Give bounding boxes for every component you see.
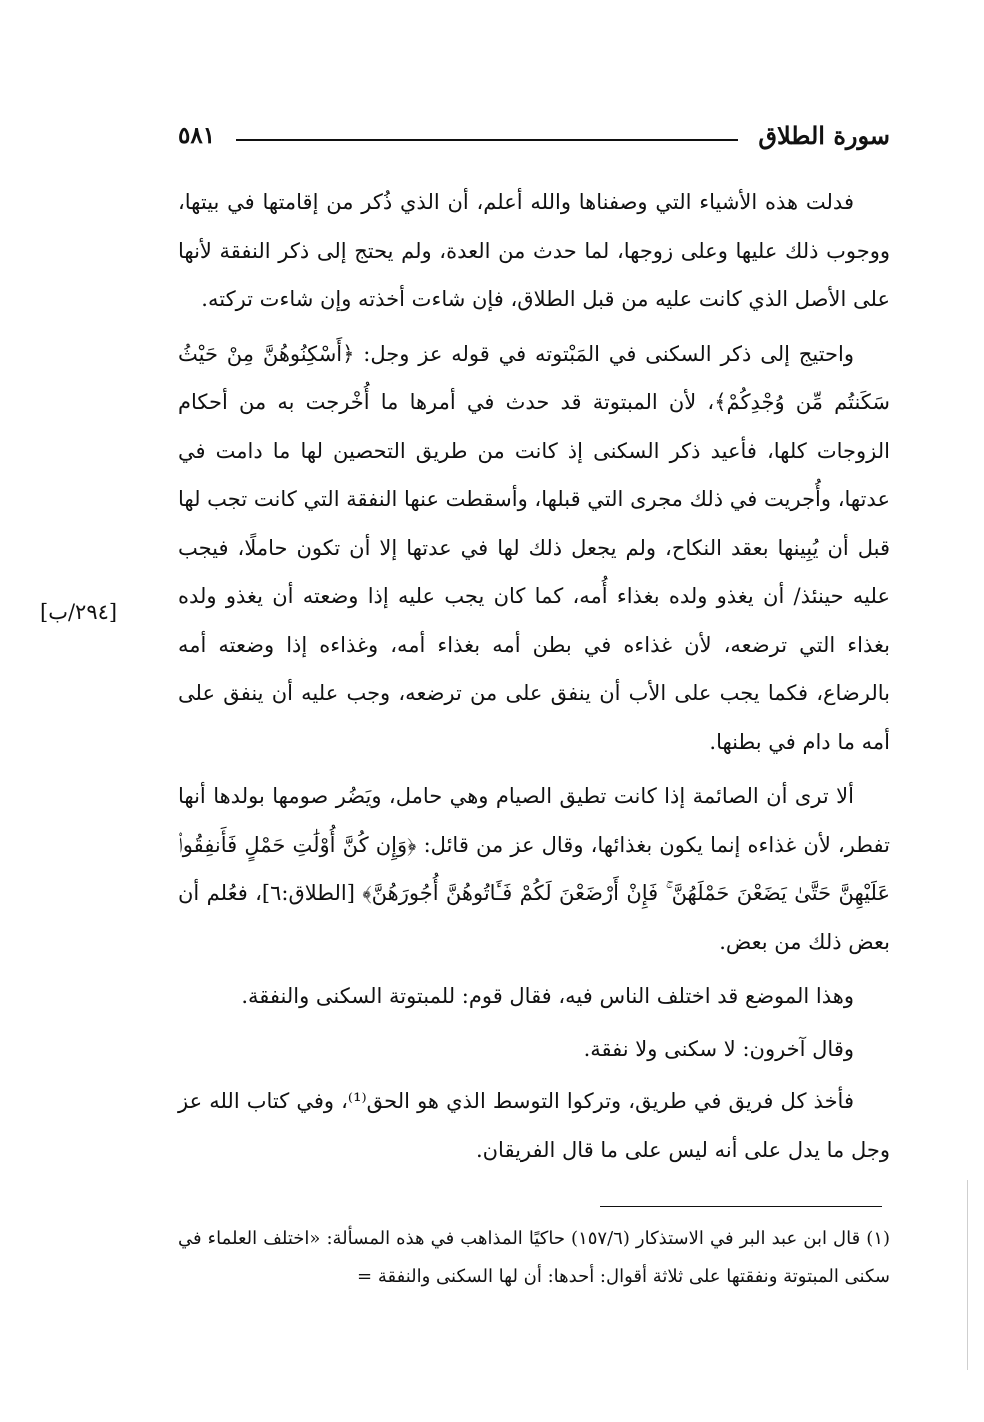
manuscript-folio-note: [٢٩٤/ب] [40,600,118,624]
footnote-separator [600,1206,882,1207]
header-rule [236,139,738,141]
footnotes [178,1220,890,1296]
footnote-1: (١) قال ابن عبد البر في الاستذكار (١٥٧/٦) حاكيًا المذاهب في هذه المسألة: «اختلف العلماء في سكنى المبتوتة ونفقتها على ثلاثة أقوال: أحدها: أن لها السكنى والنفقة = [178,1228,891,1287]
running-header [178,118,890,158]
paragraph-5: وقال آخرون: لا سكنى ولا نفقة. [583,1036,854,1061]
paragraph-6: فأخذ كل فريق في طريق، وتركوا التوسط الذي هو الحق⁽¹⁾، وفي كتاب الله عز وجل ما يدل على أنه ليس على ما قال الفريقان. [178,1089,890,1162]
surah-title: سورة الطلاق [758,121,890,150]
paragraph-4: وهذا الموضع قد اختلف الناس فيه، فقال قوم: للمبتوتة السكنى والنفقة. [241,984,854,1008]
page-number: ٥٨١ [178,122,216,149]
main-text [178,178,890,1180]
paragraph-2: واحتيج إلى ذكر السكنى في المَبْتوته في قوله عز وجل: ﴿أَسْكِنُوهُنَّ مِنْ حَيْثُ سَكَنتُم مِّن وُجْدِكُمْ﴾، لأن المبتوتة قد حدث في أمرها ما أُخْرجت به من أحكام الزوجات كلها، فأعيد ذكر السكنى إذ كانت من طريق التحصين لها ما دامت في عدتها، وأُجريت في ذلك مجرى التي قبلها، وأسقطت عنها النفقة التي كانت تجب لها قبل أن يُبِينها بعقد النكاح، ولم يجعل ذلك لها في عدتها إلا أن تكون حاملًا، فيجب عليه حينئذ/ أن يغذو ولده بغذاء أُمه، كما كان يجب عليه إذا وضعته أن يغذو ولده بغذاء التي ترضعه، لأن غذاءه في بطن أمه بغذاء أمه، وغذاءه إذا وضعته أمه بالرضاع، فكما يجب على الأب أن ينفق على من ترضعه، وجب عليه أن ينفق على أمه ما دام في بطنها. [178,341,890,754]
paragraph-1: فدلت هذه الأشياء التي وصفناها والله أعلم، أن الذي ذُكر من إقامتها في بيتها، ووجوب ذلك عليها وعلى زوجها، لما حدث من العدة، ولم يحتج إلى ذكر النفقة لأنها على الأصل الذي كانت عليه من قبل الطلاق، فإن شاءت أخذته وإن شاءت تركته. [178,190,890,311]
scan-edge-mark [967,1180,968,1370]
paragraph-3: ألا ترى أن الصائمة إذا كانت تطيق الصيام وهي حامل، ويَضُر صومها بولدها أنها تفطر، لأن غذاءه إنما يكون بغذائها، وقال عز من قائل: ﴿وَإِن كُنَّ أُوْلَٰتِ حَمْلٍ فَأَنفِقُوا۟ عَلَيْهِنَّ حَتَّىٰ يَضَعْنَ حَمْلَهُنَّ ۚ فَإِنْ أَرْضَعْنَ لَكُمْ فَـَٔاتُوهُنَّ أُجُورَهُنَّ﴾ [الطلاق:٦]، فعُلم أن بعض ذلك من بعض. [178,784,890,954]
